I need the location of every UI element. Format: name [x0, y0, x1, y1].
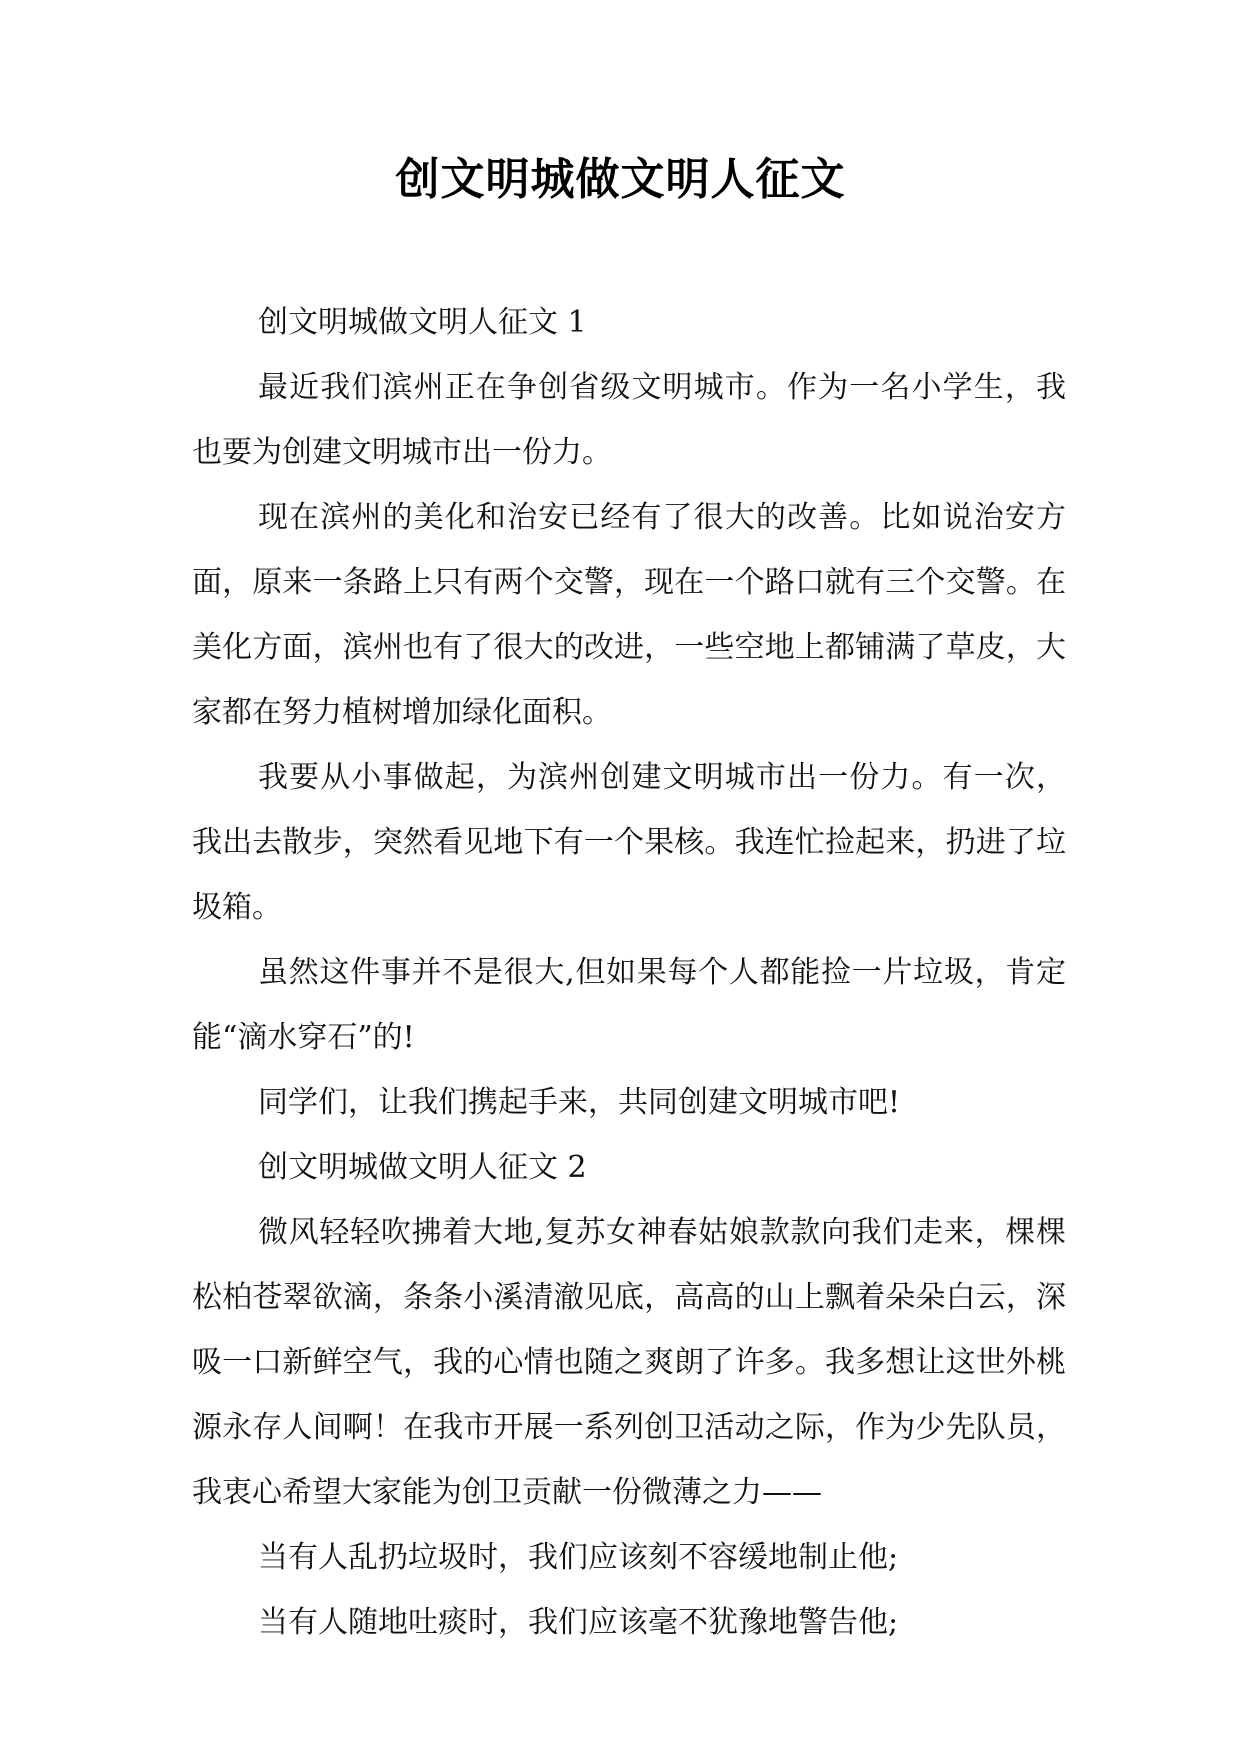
document-body [192, 290, 1066, 1655]
paragraph: 当有人乱扔垃圾时，我们应该刻不容缓地制止他; [258, 1540, 899, 1575]
paragraph: 同学们，让我们携起手来，共同创建文明城市吧! [258, 1085, 901, 1120]
paragraph: 虽然这件事并不是很大,但如果每个人都能捡一片垃圾，肯定能“滴水穿石”的! [192, 955, 1066, 1055]
document-title: 创文明城做文明人征文 [395, 154, 846, 205]
paragraph: 最近我们滨州正在争创省级文明城市。作为一名小学生，我也要为创建文明城市出一份力。 [192, 370, 1066, 470]
paragraph: 现在滨州的美化和治安已经有了很大的改善。比如说治安方面，原来一条路上只有两个交警，现在一个路口就有三个交警。在美化方面，滨州也有了很大的改进，一些空地上都铺满了草皮，大家都在努力植树增加绿化面积。 [192, 500, 1066, 730]
paragraph: 当有人随地吐痰时，我们应该毫不犹豫地警告他; [258, 1605, 899, 1640]
paragraph: 我要从小事做起，为滨州创建文明城市出一份力。有一次，我出去散步，突然看见地下有一个果核。我连忙捡起来，扔进了垃圾箱。 [192, 760, 1066, 925]
paragraph: 微风轻轻吹拂着大地,复苏女神春姑娘款款向我们走来，棵棵松柏苍翠欲滴，条条小溪清澈见底，高高的山上飘着朵朵白云，深吸一口新鲜空气，我的心情也随之爽朗了许多。我多想让这世外桃源永存人间啊！在我市开展一系列创卫活动之际，作为少先队员，我衷心希望大家能为创卫贡献一份微薄之力—— [192, 1215, 1066, 1510]
section-heading-1: 创文明城做文明人征文 1 [258, 305, 587, 340]
section-heading-2: 创文明城做文明人征文 2 [258, 1150, 587, 1185]
